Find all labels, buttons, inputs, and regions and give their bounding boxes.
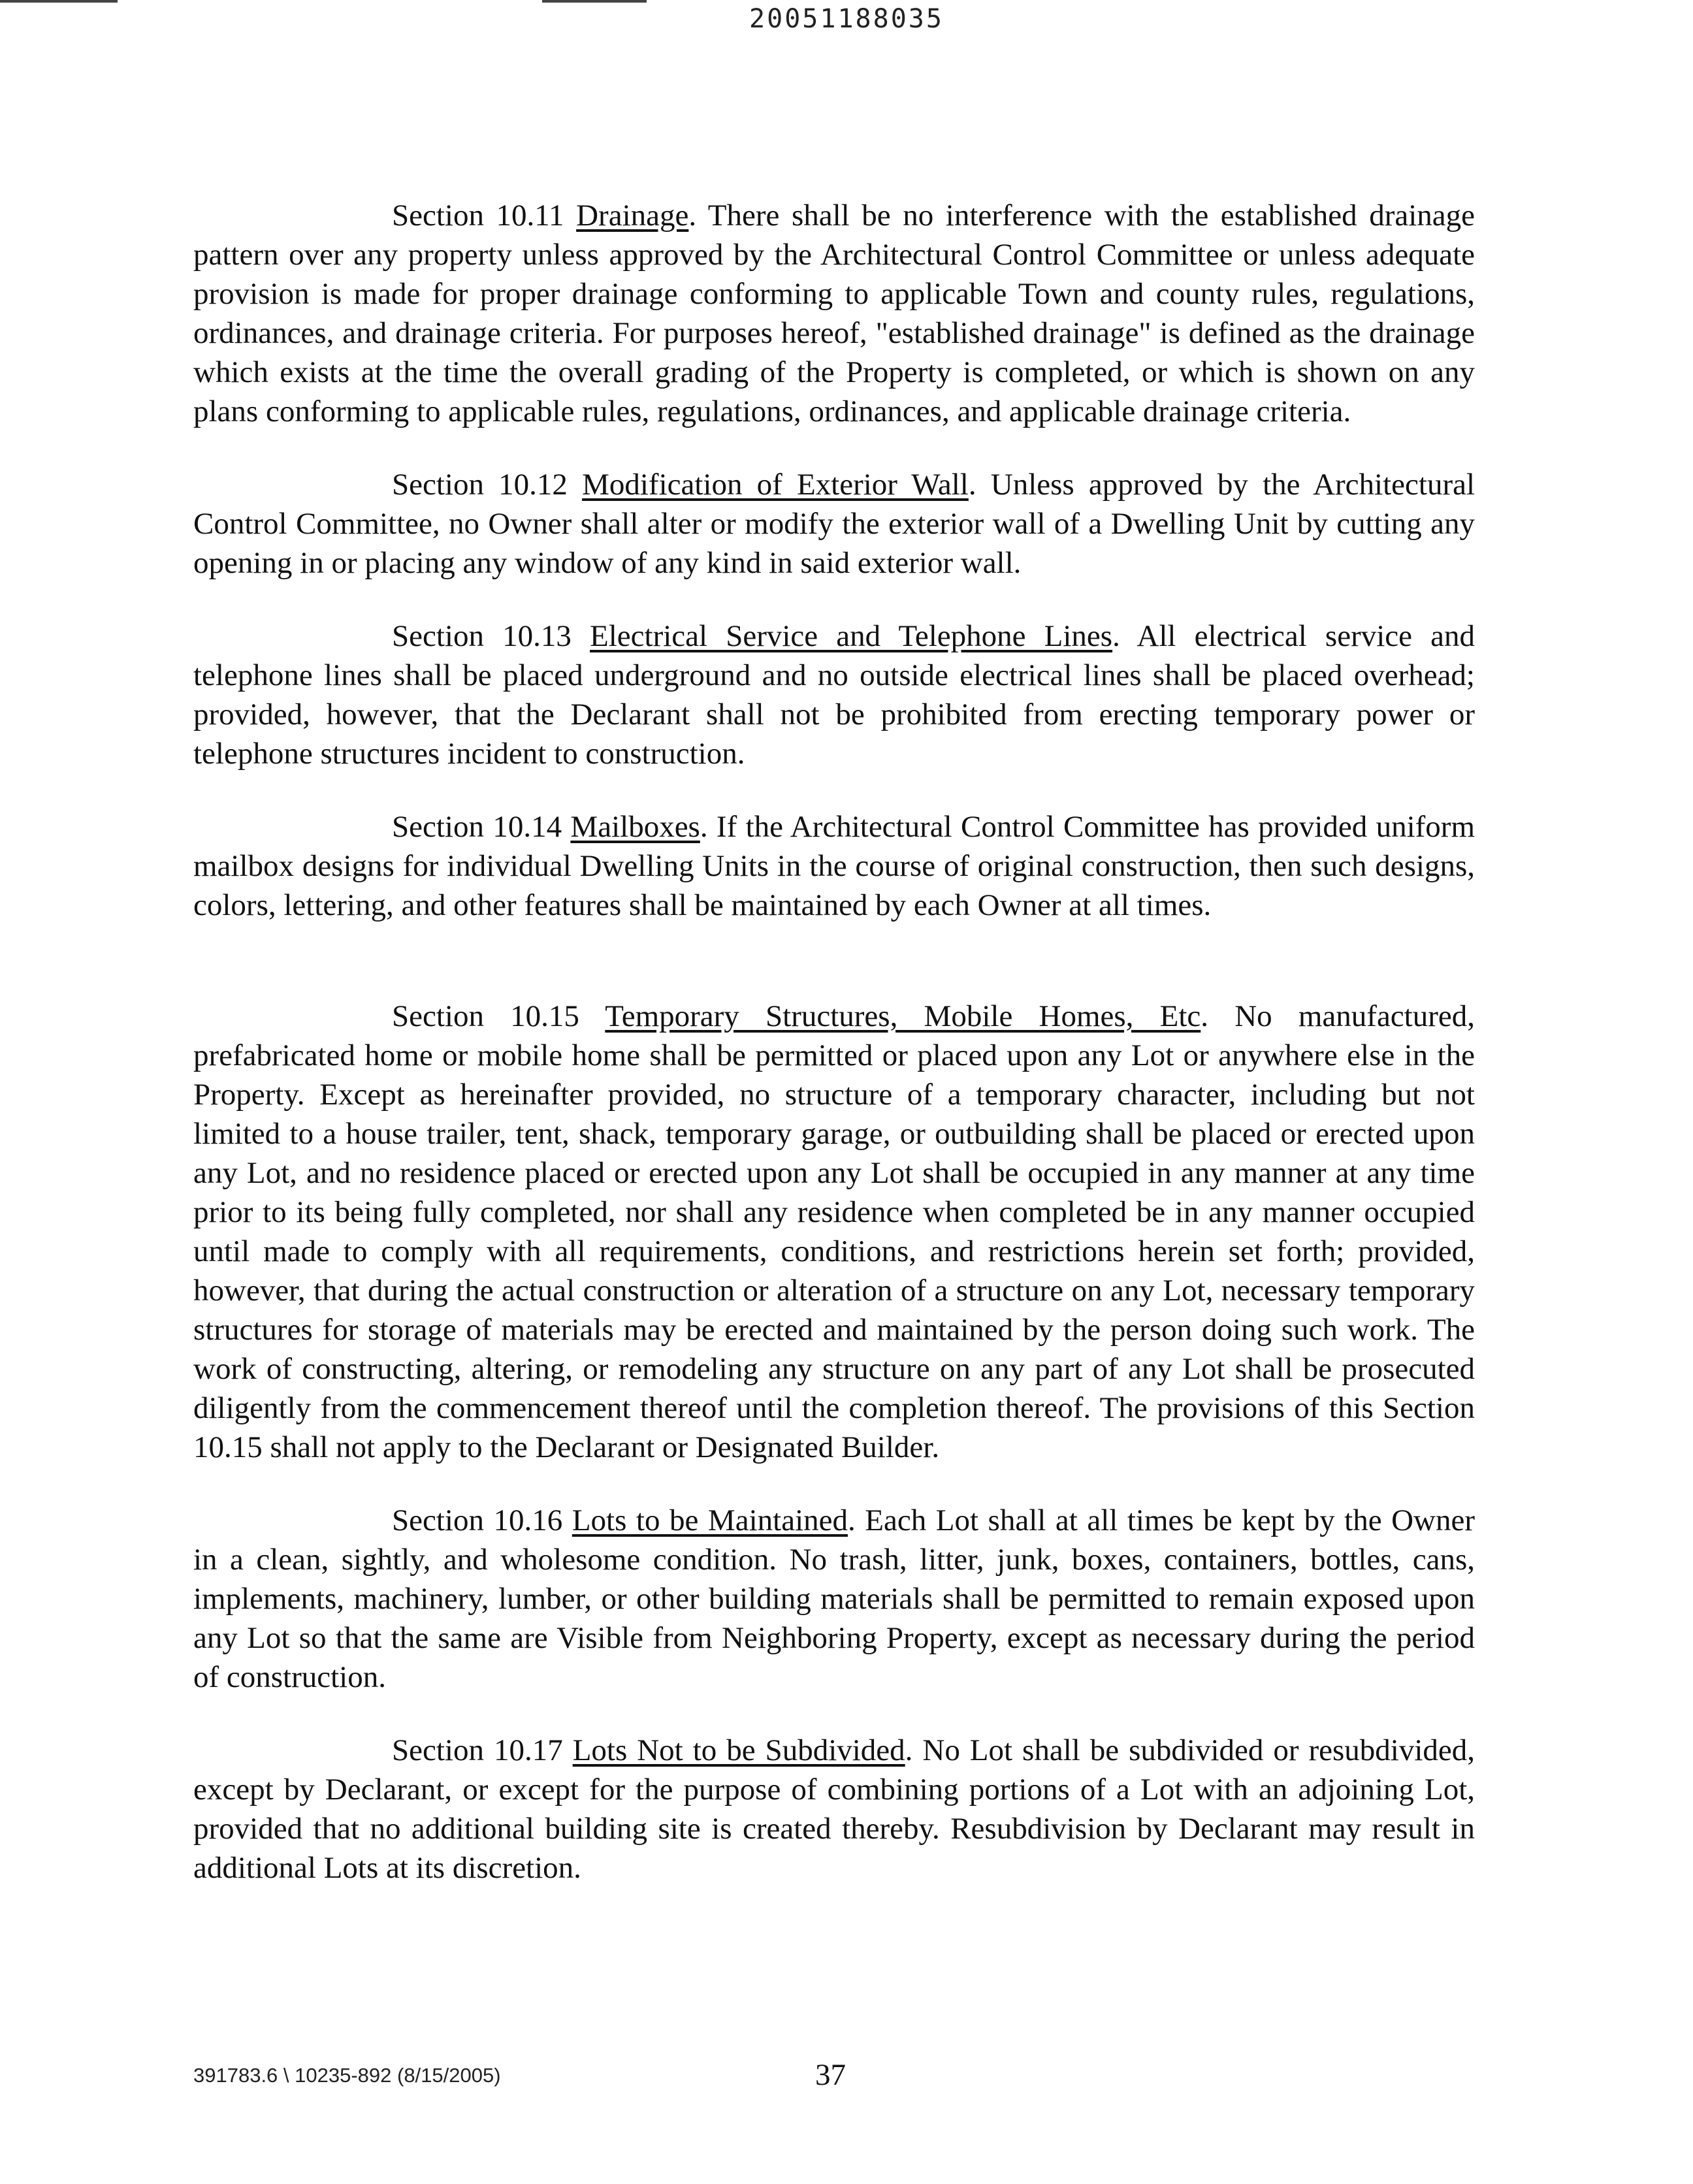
footer-document-id: 391783.6 \ 10235-892 (8/15/2005) <box>193 2064 501 2087</box>
section-number: Section 10.13 <box>392 619 572 653</box>
section-number: Section 10.12 <box>392 468 568 502</box>
section-10-13 <box>193 617 1475 773</box>
section-heading: Modification of Exterior Wall <box>582 468 969 502</box>
section-number: Section 10.15 <box>392 999 579 1033</box>
section-body: . No Lot shall be subdivided or resubdivided, except by Declarant, or except for the purpose of combining portions of a Lot with an adjoining Lot, provided that no additional building site is created thereby. Resubdivision by Declarant may result in additional Lots at its discretion. <box>193 1733 1475 1885</box>
section-number: Section 10.14 <box>392 810 562 844</box>
section-10-12 <box>193 465 1475 583</box>
section-number: Section 10.11 <box>392 199 564 233</box>
section-10-11 <box>193 196 1475 431</box>
scan-artifact <box>0 0 118 3</box>
page-number: 37 <box>815 2058 846 2092</box>
section-heading: Lots to be Maintained <box>572 1503 848 1537</box>
section-number: Section 10.17 <box>392 1733 563 1767</box>
section-body: . Unless approved by the Architectural Control Committee, no Owner shall alter or modify the exterior wall of a Dwelling Unit by cutting any opening in or placing any window of any kind in said exterior wall. <box>193 468 1475 580</box>
section-10-16 <box>193 1501 1475 1697</box>
section-body: . All electrical service and telephone lines shall be placed underground and no outside electrical lines shall be placed overhead; provided, however, that the Declarant shall not be prohibited from erecting temporary power or telephone structures incident to construction. <box>193 619 1475 771</box>
section-heading: Mailboxes <box>570 810 700 844</box>
document-body <box>193 196 1475 1921</box>
section-10-14 <box>193 807 1475 925</box>
section-10-15 <box>193 997 1475 1467</box>
section-body: . No manufactured, prefabricated home or mobile home shall be permitted or placed upon any Lot or anywhere else in the Property. Except as hereinafter provided, no structure of a temporary character, including but not limited to a house trailer, tent, shack, temporary garage, or outbuilding shall be placed or erected upon any Lot, and no residence placed or erected upon any Lot shall be occupied in any manner at any time prior to its being fully completed, nor shall any residence when completed be in any manner occupied until made to comply with all requirements, conditions, and restrictions herein set forth; provided, however, that during the actual construction or alteration of a structure on any Lot, necessary temporary structures for storage of materials may be erected and maintained by the person doing such work. The work of constructing, altering, or remodeling any structure on any part of any Lot shall be prosecuted diligently from the commencement thereof until the completion thereof. The provisions of this Section 10.15 shall not apply to the Declarant or Designated Builder. <box>193 999 1475 1464</box>
section-10-17 <box>193 1731 1475 1887</box>
section-body: . Each Lot shall at all times be kept by the Owner in a clean, sightly, and wholesome condition. No trash, litter, junk, boxes, containers, bottles, cans, implements, machinery, lumber, or other building materials shall be permitted to remain exposed upon any Lot so that the same are Visible from Neighboring Property, except as necessary during the period of construction. <box>193 1503 1475 1694</box>
scan-artifact <box>542 0 647 3</box>
recording-number: 20051188035 <box>749 4 944 34</box>
section-heading: Drainage <box>576 199 689 233</box>
section-number: Section 10.16 <box>392 1503 563 1537</box>
section-heading: Temporary Structures, Mobile Homes, Etc <box>605 999 1201 1033</box>
section-heading: Electrical Service and Telephone Lines <box>590 619 1113 653</box>
section-body: . There shall be no interference with the established drainage pattern over any property unless approved by the Architectural Control Committee or unless adequate provision is made for proper drainage conforming to applicable Town and county rules, regulations, ordinances, and drainage criteria. For purposes hereof, "established drainage" is defined as the drainage which exists at the time the overall grading of the Property is completed, or which is shown on any plans conforming to applicable rules, regulations, ordinances, and applicable drainage criteria. <box>193 199 1475 428</box>
section-body: . If the Architectural Control Committee has provided uniform mailbox designs for individual Dwelling Units in the course of original construction, then such designs, colors, lettering, and other features shall be maintained by each Owner at all times. <box>193 810 1475 922</box>
section-heading: Lots Not to be Subdivided <box>572 1733 905 1767</box>
